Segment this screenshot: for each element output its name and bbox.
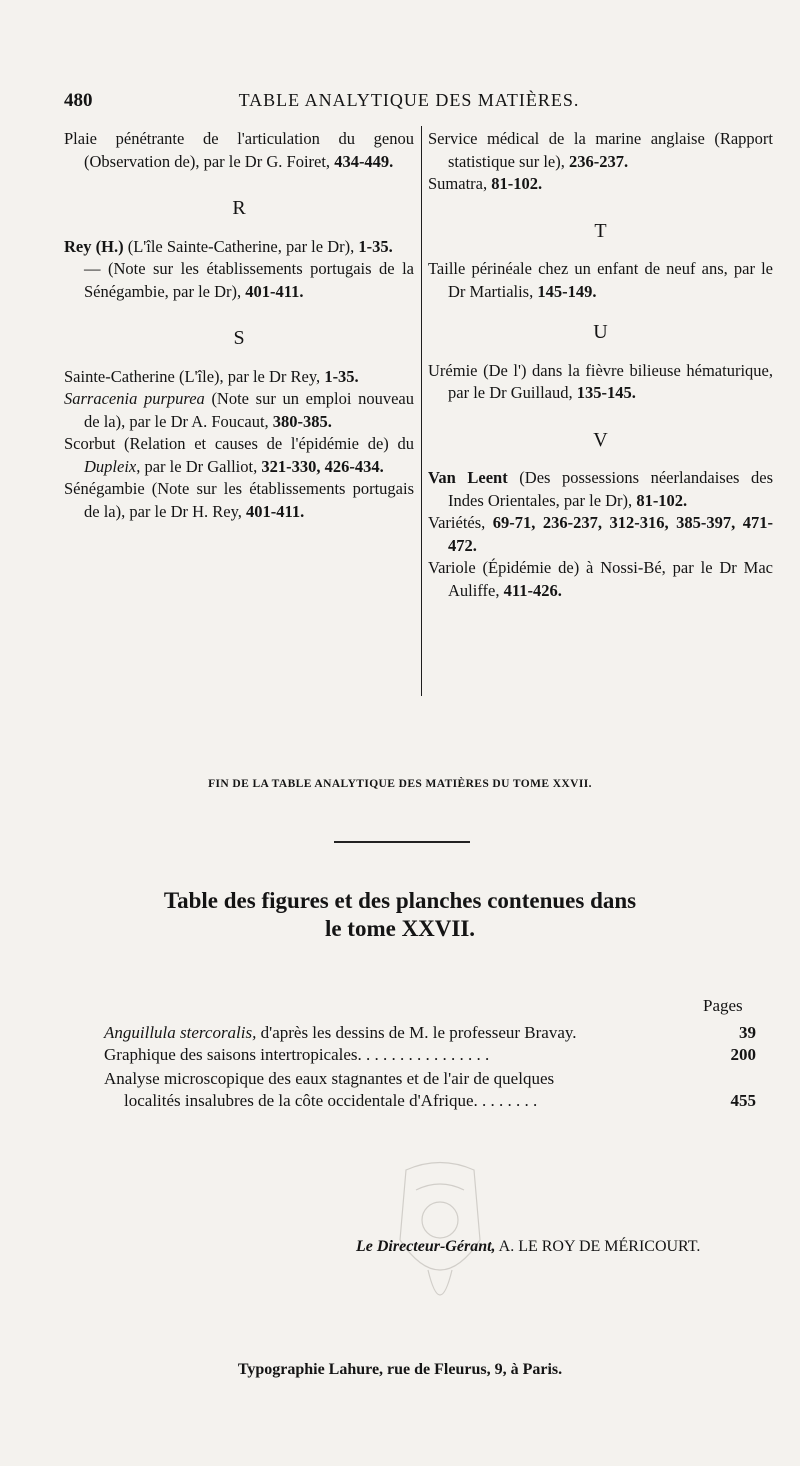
- end-of-index-line: FIN DE LA TABLE ANALYTIQUE DES MATIÈRES DU TOME XXVII.: [208, 778, 592, 790]
- index-entry-taille: Taille périnéale chez un enfant de neuf ans, par le Dr Martialis, 145-149.: [428, 259, 773, 301]
- page-number: 480: [64, 90, 93, 111]
- figures-table-title: Table des figures et des planches contenues dans le tome XXVII.: [163, 888, 637, 941]
- horizontal-rule: [334, 841, 470, 843]
- figure-page-number: 200: [730, 1045, 756, 1064]
- index-entry-service-medical: Service médical de la marine anglaise (Rapport statistique sur le), 236-237.: [428, 129, 773, 171]
- index-entry-sumatra: Sumatra, 81-102.: [428, 174, 543, 193]
- index-entry-varietes: Variétés, 69-71, 236-237, 312-316, 385-397, 471-472.: [428, 513, 773, 555]
- index-entry-sainte-catherine: Sainte-Catherine (L'île), par le Dr Rey, 1-35.: [64, 366, 359, 386]
- figure-row: Analyse microscopique des eaux stagnantes et de l'air de quelques localités insalubres de la côte occidentale d'Afrique. . . . . . . . 455: [104, 1069, 756, 1110]
- section-letter-t: T: [594, 219, 607, 242]
- section-letter-v: V: [593, 428, 608, 451]
- signature-line: Le Directeur-Gérant, A. LE ROY DE MÉRICOURT.: [356, 1238, 701, 1255]
- index-entry-variole: Variole (Épidémie de) à Nossi-Bé, par le Dr Mac Auliffe, 411-426.: [428, 558, 773, 600]
- index-entry-senegambie: Sénégambie (Note sur les établissements portugais de la), par le Dr H. Rey, 401-411.: [64, 479, 414, 521]
- figure-row: Graphique des saisons intertropicales. . . . . . . . . . . . . . . . 200: [104, 1045, 756, 1064]
- pages-column-label: Pages: [703, 996, 743, 1015]
- running-title: TABLE ANALYTIQUE DES MATIÈRES.: [238, 90, 580, 110]
- section-letter-r: R: [232, 197, 246, 219]
- column-divider: [421, 126, 422, 696]
- figure-page-number: 39: [739, 1023, 756, 1042]
- page-header: [64, 90, 754, 118]
- index-subentry-rey: — (Note sur les établissements portugais de la Sénégambie, par le Dr), 401-411.: [84, 259, 414, 301]
- printer-imprint: Typographie Lahure, rue de Fleurus, 9, à Paris.: [237, 1361, 563, 1378]
- index-entry-van-leent: Van Leent (Des possessions néerlandaises des Indes Orientales, par le Dr), 81-102.: [428, 468, 773, 510]
- figure-page-number: 455: [730, 1091, 756, 1110]
- index-right-column: [428, 128, 773, 602]
- figure-row: Anguillula stercoralis, d'après les dessins de M. le professeur Bravay. 39: [104, 1023, 756, 1042]
- index-left-column: [64, 128, 414, 523]
- index-entry-uremie: Urémie (De l') dans la fièvre bilieuse hématurique, par le Dr Guillaud, 135-145.: [428, 360, 773, 402]
- section-letter-u: U: [593, 321, 608, 343]
- index-entry-plaie: Plaie pénétrante de l'articulation du genou (Observation de), par le Dr G. Foiret, 434-449.: [64, 129, 414, 171]
- section-letter-s: S: [233, 327, 245, 349]
- index-entry-sarracenia: Sarracenia purpurea (Note sur un emploi nouveau de la), par le Dr A. Foucaut, 380-385.: [64, 389, 414, 431]
- index-entry-rey: Rey (H.) (L'île Sainte-Catherine, par le Dr), 1-35.: [64, 236, 393, 256]
- index-entry-scorbut: Scorbut (Relation et causes de l'épidémie de) du Dupleix, par le Dr Galliot, 321-330, 426-434.: [64, 434, 414, 476]
